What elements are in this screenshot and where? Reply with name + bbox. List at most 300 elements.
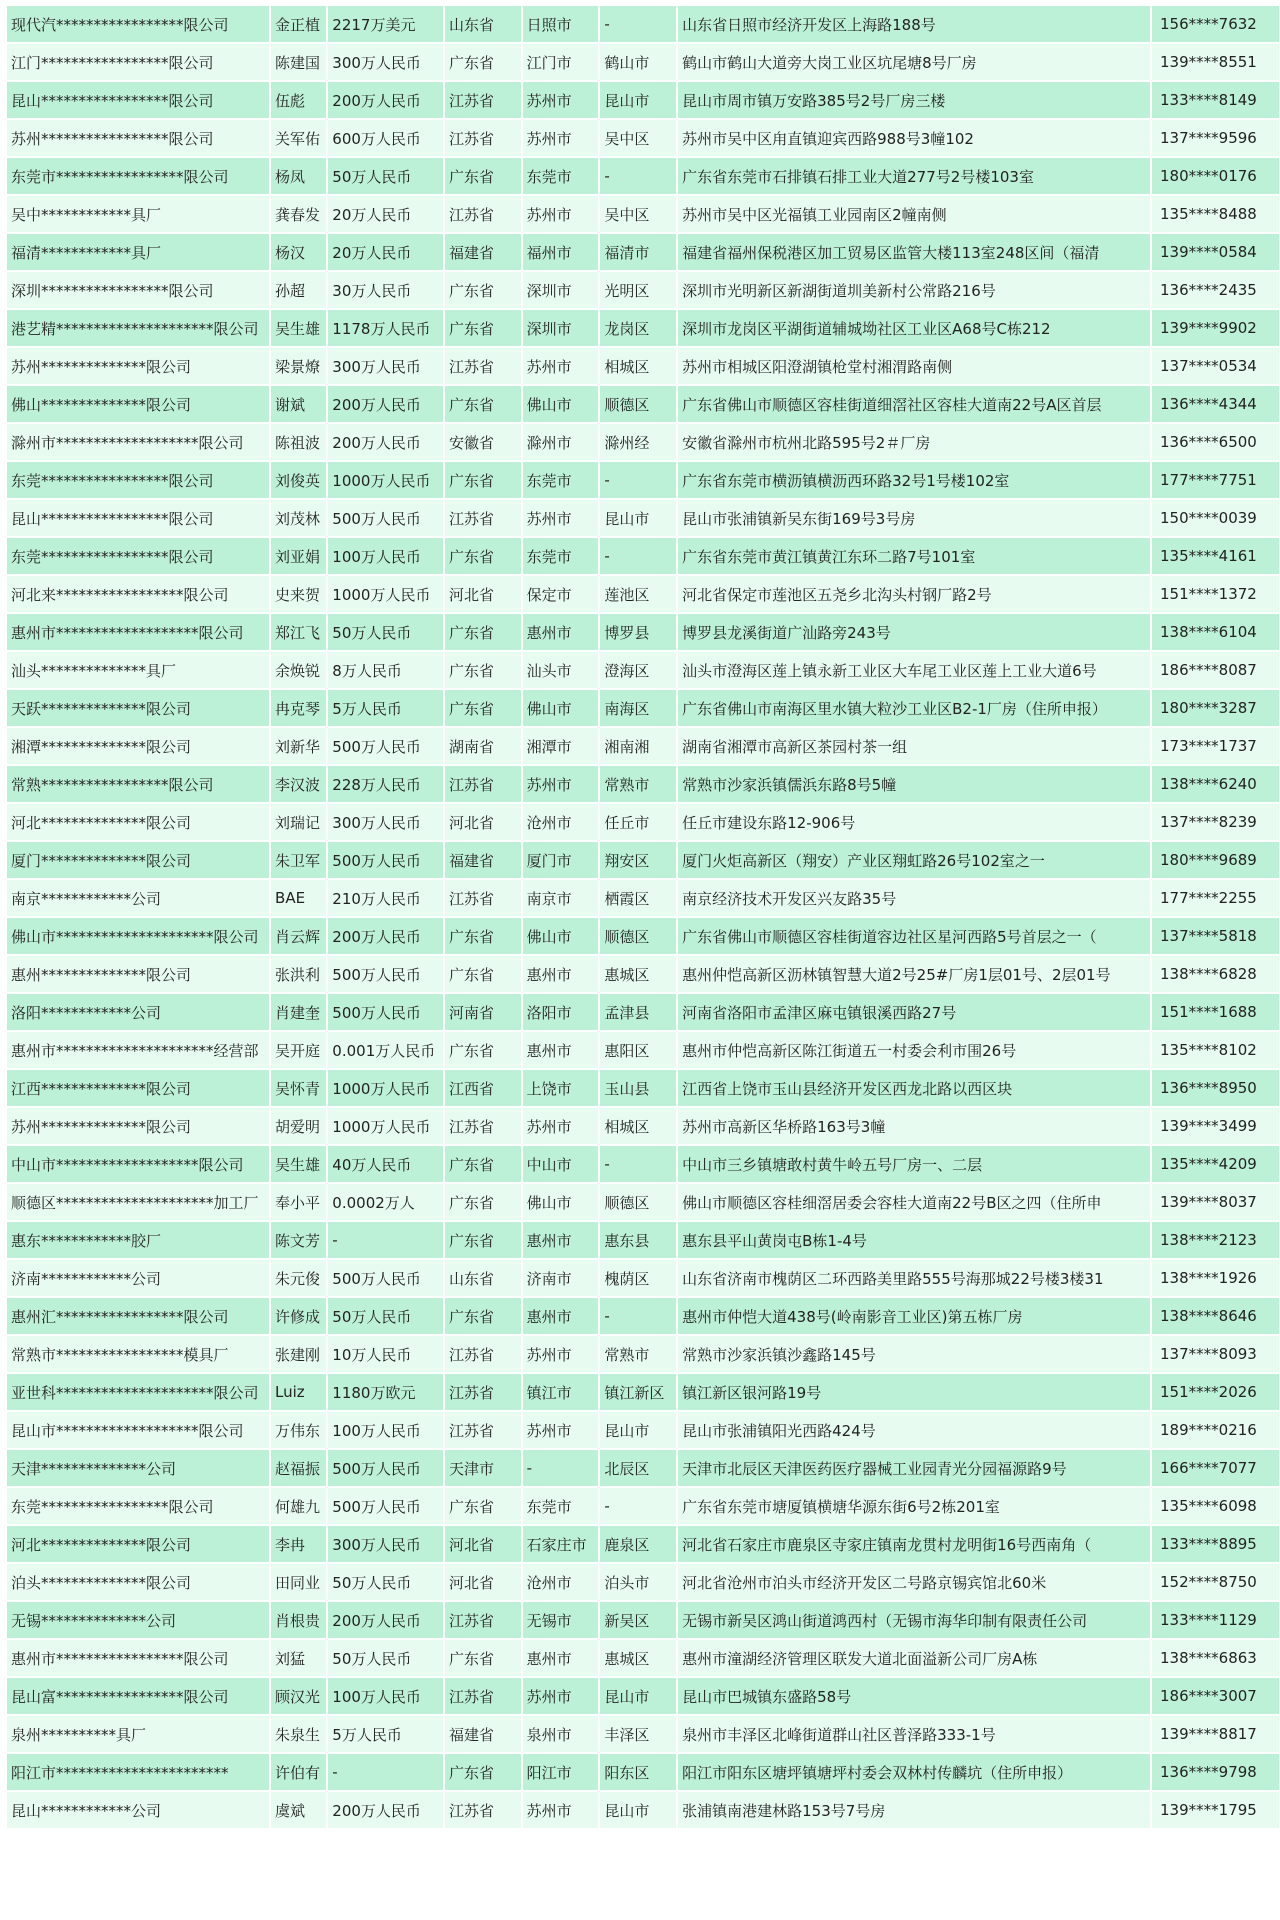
phone-cell: 138****8646 bbox=[1152, 1298, 1279, 1334]
province-cell: 江西省 bbox=[445, 1070, 521, 1106]
city-cell: 惠州市 bbox=[523, 1032, 599, 1068]
province-cell: 广东省 bbox=[445, 918, 521, 954]
registered-capital-cell: 10万人民币 bbox=[328, 1336, 443, 1372]
legal-person-cell: 吴开庭 bbox=[271, 1032, 326, 1068]
province-cell: 广东省 bbox=[445, 1184, 521, 1220]
city-cell: 汕头市 bbox=[523, 652, 599, 688]
province-cell: 河北省 bbox=[445, 804, 521, 840]
address-cell: 任丘市建设东路12-906号 bbox=[678, 804, 1150, 840]
registered-capital-cell: 1180万欧元 bbox=[328, 1374, 443, 1410]
table-row bbox=[7, 1070, 1279, 1106]
table-row bbox=[7, 1222, 1279, 1258]
registered-capital-cell: 1000万人民币 bbox=[328, 1108, 443, 1144]
province-cell: 福建省 bbox=[445, 842, 521, 878]
registered-capital-cell: 200万人民币 bbox=[328, 82, 443, 118]
province-cell: 江苏省 bbox=[445, 1792, 521, 1828]
phone-cell: 138****2123 bbox=[1152, 1222, 1279, 1258]
address-cell: 广东省东莞市石排镇石排工业大道277号2号楼103室 bbox=[678, 158, 1150, 194]
registered-capital-cell: - bbox=[328, 1754, 443, 1790]
table-row bbox=[7, 1678, 1279, 1714]
phone-cell: 180****0176 bbox=[1152, 158, 1279, 194]
registered-capital-cell: 5万人民币 bbox=[328, 690, 443, 726]
phone-cell: 138****6828 bbox=[1152, 956, 1279, 992]
address-cell: 惠州仲恺高新区沥林镇智慧大道2号25#厂房1层01号、2层01号 bbox=[678, 956, 1150, 992]
phone-cell: 136****8950 bbox=[1152, 1070, 1279, 1106]
city-cell: 苏州市 bbox=[523, 348, 599, 384]
legal-person-cell: 田同业 bbox=[271, 1564, 326, 1600]
district-cell: 玉山县 bbox=[600, 1070, 676, 1106]
city-cell: 佛山市 bbox=[523, 690, 599, 726]
city-cell: 沧州市 bbox=[523, 1564, 599, 1600]
address-cell: 中山市三乡镇塘敢村黄牛岭五号厂房一、二层 bbox=[678, 1146, 1150, 1182]
registered-capital-cell: 0.001万人民币 bbox=[328, 1032, 443, 1068]
address-cell: 河南省洛阳市孟津区麻屯镇银溪西路27号 bbox=[678, 994, 1150, 1030]
province-cell: 河北省 bbox=[445, 1564, 521, 1600]
phone-cell: 137****5818 bbox=[1152, 918, 1279, 954]
registered-capital-cell: 1000万人民币 bbox=[328, 1070, 443, 1106]
registered-capital-cell: 500万人民币 bbox=[328, 728, 443, 764]
phone-cell: 133****8895 bbox=[1152, 1526, 1279, 1562]
company-name-cell: 苏州**************限公司 bbox=[7, 1108, 269, 1144]
city-cell: 苏州市 bbox=[523, 1412, 599, 1448]
district-cell: 鹤山市 bbox=[600, 44, 676, 80]
province-cell: 广东省 bbox=[445, 1754, 521, 1790]
province-cell: 广东省 bbox=[445, 158, 521, 194]
registered-capital-cell: 0.0002万人 bbox=[328, 1184, 443, 1220]
phone-cell: 133****1129 bbox=[1152, 1602, 1279, 1638]
province-cell: 广东省 bbox=[445, 1146, 521, 1182]
province-cell: 广东省 bbox=[445, 538, 521, 574]
district-cell: 翔安区 bbox=[600, 842, 676, 878]
district-cell: 惠城区 bbox=[600, 956, 676, 992]
address-cell: 江西省上饶市玉山县经济开发区西龙北路以西区块 bbox=[678, 1070, 1150, 1106]
district-cell: 鹿泉区 bbox=[600, 1526, 676, 1562]
province-cell: 福建省 bbox=[445, 234, 521, 270]
registered-capital-cell: 500万人民币 bbox=[328, 1488, 443, 1524]
city-cell: 保定市 bbox=[523, 576, 599, 612]
district-cell: - bbox=[600, 6, 676, 42]
province-cell: 安徽省 bbox=[445, 424, 521, 460]
district-cell: 顺德区 bbox=[600, 918, 676, 954]
company-name-cell: 东莞*****************限公司 bbox=[7, 538, 269, 574]
address-cell: 苏州市相城区阳澄湖镇枪堂村湘渭路南侧 bbox=[678, 348, 1150, 384]
phone-cell: 135****6098 bbox=[1152, 1488, 1279, 1524]
registered-capital-cell: 50万人民币 bbox=[328, 158, 443, 194]
company-name-cell: 东莞*****************限公司 bbox=[7, 1488, 269, 1524]
city-cell: 苏州市 bbox=[523, 1678, 599, 1714]
city-cell: 滁州市 bbox=[523, 424, 599, 460]
address-cell: 广东省东莞市横沥镇横沥西环路32号1号楼102室 bbox=[678, 462, 1150, 498]
city-cell: 苏州市 bbox=[523, 1336, 599, 1372]
company-name-cell: 天津**************公司 bbox=[7, 1450, 269, 1486]
phone-cell: 151****1372 bbox=[1152, 576, 1279, 612]
province-cell: 广东省 bbox=[445, 1488, 521, 1524]
city-cell: 镇江市 bbox=[523, 1374, 599, 1410]
legal-person-cell: 何雄九 bbox=[271, 1488, 326, 1524]
district-cell: - bbox=[600, 538, 676, 574]
address-cell: 广东省东莞市黄江镇黄江东环二路7号101室 bbox=[678, 538, 1150, 574]
city-cell: 福州市 bbox=[523, 234, 599, 270]
province-cell: 江苏省 bbox=[445, 196, 521, 232]
city-cell: 东莞市 bbox=[523, 158, 599, 194]
registered-capital-cell: 1178万人民币 bbox=[328, 310, 443, 346]
district-cell: 栖霞区 bbox=[600, 880, 676, 916]
province-cell: 广东省 bbox=[445, 652, 521, 688]
company-name-cell: 济南************公司 bbox=[7, 1260, 269, 1296]
phone-cell: 173****1737 bbox=[1152, 728, 1279, 764]
phone-cell: 189****0216 bbox=[1152, 1412, 1279, 1448]
table-row bbox=[7, 918, 1279, 954]
district-cell: - bbox=[600, 1298, 676, 1334]
table-row bbox=[7, 44, 1279, 80]
legal-person-cell: 孙超 bbox=[271, 272, 326, 308]
address-cell: 惠州市仲恺高新区陈江街道五一村委会利市围26号 bbox=[678, 1032, 1150, 1068]
company-name-cell: 河北**************限公司 bbox=[7, 804, 269, 840]
legal-person-cell: 刘茂林 bbox=[271, 500, 326, 536]
table-body bbox=[7, 6, 1279, 1828]
province-cell: 广东省 bbox=[445, 1640, 521, 1676]
district-cell: 新吴区 bbox=[600, 1602, 676, 1638]
company-name-cell: 惠东************胶厂 bbox=[7, 1222, 269, 1258]
city-cell: 深圳市 bbox=[523, 272, 599, 308]
city-cell: 东莞市 bbox=[523, 462, 599, 498]
legal-person-cell: 冉克琴 bbox=[271, 690, 326, 726]
address-cell: 广东省佛山市顺德区容桂街道容边社区星河西路5号首层之一（ bbox=[678, 918, 1150, 954]
phone-cell: 139****8037 bbox=[1152, 1184, 1279, 1220]
address-cell: 苏州市吴中区甪直镇迎宾西路988号3幢102 bbox=[678, 120, 1150, 156]
address-cell: 惠州市仲恺大道438号(岭南影音工业区)第五栋厂房 bbox=[678, 1298, 1150, 1334]
city-cell: 无锡市 bbox=[523, 1602, 599, 1638]
province-cell: 福建省 bbox=[445, 1716, 521, 1752]
table-row bbox=[7, 1260, 1279, 1296]
company-table bbox=[5, 4, 1280, 1830]
phone-cell: 135****4209 bbox=[1152, 1146, 1279, 1182]
table-row bbox=[7, 576, 1279, 612]
district-cell: 滁州经 bbox=[600, 424, 676, 460]
table-row bbox=[7, 1716, 1279, 1752]
table-row bbox=[7, 1640, 1279, 1676]
registered-capital-cell: 1000万人民币 bbox=[328, 462, 443, 498]
registered-capital-cell: 100万人民币 bbox=[328, 1678, 443, 1714]
table-row bbox=[7, 234, 1279, 270]
table-row bbox=[7, 1488, 1279, 1524]
city-cell: 佛山市 bbox=[523, 386, 599, 422]
registered-capital-cell: 2217万美元 bbox=[328, 6, 443, 42]
address-cell: 汕头市澄海区莲上镇永新工业区大车尾工业区莲上工业大道6号 bbox=[678, 652, 1150, 688]
legal-person-cell: 许伯有 bbox=[271, 1754, 326, 1790]
phone-cell: 137****8239 bbox=[1152, 804, 1279, 840]
phone-cell: 139****1795 bbox=[1152, 1792, 1279, 1828]
legal-person-cell: 刘亚娟 bbox=[271, 538, 326, 574]
city-cell: 苏州市 bbox=[523, 196, 599, 232]
legal-person-cell: 肖根贵 bbox=[271, 1602, 326, 1638]
registered-capital-cell: 300万人民币 bbox=[328, 1526, 443, 1562]
province-cell: 江苏省 bbox=[445, 82, 521, 118]
province-cell: 广东省 bbox=[445, 310, 521, 346]
address-cell: 福建省福州保税港区加工贸易区监管大楼113室248区间（福清 bbox=[678, 234, 1150, 270]
table-row bbox=[7, 82, 1279, 118]
table-row bbox=[7, 880, 1279, 916]
address-cell: 常熟市沙家浜镇沙鑫路145号 bbox=[678, 1336, 1150, 1372]
legal-person-cell: 谢斌 bbox=[271, 386, 326, 422]
phone-cell: 138****6863 bbox=[1152, 1640, 1279, 1676]
table-row bbox=[7, 1146, 1279, 1182]
company-name-cell: 惠州市*******************限公司 bbox=[7, 614, 269, 650]
district-cell: 镇江新区 bbox=[600, 1374, 676, 1410]
legal-person-cell: 吴生雄 bbox=[271, 1146, 326, 1182]
company-name-cell: 昆山富*****************限公司 bbox=[7, 1678, 269, 1714]
table-row bbox=[7, 424, 1279, 460]
registered-capital-cell: 1000万人民币 bbox=[328, 576, 443, 612]
registered-capital-cell: 200万人民币 bbox=[328, 424, 443, 460]
company-name-cell: 苏州**************限公司 bbox=[7, 348, 269, 384]
table-row bbox=[7, 1526, 1279, 1562]
province-cell: 天津市 bbox=[445, 1450, 521, 1486]
city-cell: 济南市 bbox=[523, 1260, 599, 1296]
legal-person-cell: 李汉波 bbox=[271, 766, 326, 802]
district-cell: 相城区 bbox=[600, 348, 676, 384]
district-cell: - bbox=[600, 158, 676, 194]
address-cell: 山东省济南市槐荫区二环西路美里路555号海那城22号楼3楼31 bbox=[678, 1260, 1150, 1296]
company-name-cell: 常熟*****************限公司 bbox=[7, 766, 269, 802]
phone-cell: 136****2435 bbox=[1152, 272, 1279, 308]
table-row bbox=[7, 766, 1279, 802]
registered-capital-cell: 300万人民币 bbox=[328, 348, 443, 384]
district-cell: 博罗县 bbox=[600, 614, 676, 650]
table-row bbox=[7, 6, 1279, 42]
city-cell: 石家庄市 bbox=[523, 1526, 599, 1562]
phone-cell: 139****3499 bbox=[1152, 1108, 1279, 1144]
address-cell: 阳江市阳东区塘坪镇塘坪村委会双林村传麟坑（住所申报） bbox=[678, 1754, 1150, 1790]
city-cell: 苏州市 bbox=[523, 120, 599, 156]
company-name-cell: 阳江市*********************** bbox=[7, 1754, 269, 1790]
district-cell: - bbox=[600, 1146, 676, 1182]
city-cell: 苏州市 bbox=[523, 500, 599, 536]
legal-person-cell: 朱元俊 bbox=[271, 1260, 326, 1296]
address-cell: 湖南省湘潭市高新区茶园村茶一组 bbox=[678, 728, 1150, 764]
phone-cell: 133****8149 bbox=[1152, 82, 1279, 118]
table-row bbox=[7, 1754, 1279, 1790]
registered-capital-cell: 500万人民币 bbox=[328, 956, 443, 992]
phone-cell: 186****8087 bbox=[1152, 652, 1279, 688]
legal-person-cell: 金正植 bbox=[271, 6, 326, 42]
city-cell: 东莞市 bbox=[523, 1488, 599, 1524]
address-cell: 南京经济技术开发区兴友路35号 bbox=[678, 880, 1150, 916]
registered-capital-cell: 300万人民币 bbox=[328, 44, 443, 80]
registered-capital-cell: 5万人民币 bbox=[328, 1716, 443, 1752]
phone-cell: 151****2026 bbox=[1152, 1374, 1279, 1410]
city-cell: 湘潭市 bbox=[523, 728, 599, 764]
legal-person-cell: 李冉 bbox=[271, 1526, 326, 1562]
province-cell: 广东省 bbox=[445, 1032, 521, 1068]
district-cell: 吴中区 bbox=[600, 120, 676, 156]
province-cell: 江苏省 bbox=[445, 1412, 521, 1448]
table-row bbox=[7, 1564, 1279, 1600]
legal-person-cell: 肖建奎 bbox=[271, 994, 326, 1030]
company-name-cell: 亚世科*********************限公司 bbox=[7, 1374, 269, 1410]
address-cell: 镇江新区银河路19号 bbox=[678, 1374, 1150, 1410]
city-cell: 苏州市 bbox=[523, 1108, 599, 1144]
address-cell: 天津市北辰区天津医药医疗器械工业园青光分园福源路9号 bbox=[678, 1450, 1150, 1486]
address-cell: 佛山市顺德区容桂细滘居委会容桂大道南22号B区之四（住所申 bbox=[678, 1184, 1150, 1220]
table-row bbox=[7, 538, 1279, 574]
phone-cell: 139****0584 bbox=[1152, 234, 1279, 270]
legal-person-cell: 刘新华 bbox=[271, 728, 326, 764]
table-row bbox=[7, 728, 1279, 764]
registered-capital-cell: 200万人民币 bbox=[328, 1792, 443, 1828]
phone-cell: 180****9689 bbox=[1152, 842, 1279, 878]
table-row bbox=[7, 196, 1279, 232]
phone-cell: 180****3287 bbox=[1152, 690, 1279, 726]
district-cell: 丰泽区 bbox=[600, 1716, 676, 1752]
company-name-cell: 惠州市*****************限公司 bbox=[7, 1640, 269, 1676]
phone-cell: 135****8102 bbox=[1152, 1032, 1279, 1068]
city-cell: 泉州市 bbox=[523, 1716, 599, 1752]
city-cell: 苏州市 bbox=[523, 82, 599, 118]
address-cell: 昆山市周市镇万安路385号2号厂房三楼 bbox=[678, 82, 1150, 118]
legal-person-cell: 陈祖波 bbox=[271, 424, 326, 460]
city-cell: 惠州市 bbox=[523, 1640, 599, 1676]
district-cell: 顺德区 bbox=[600, 386, 676, 422]
company-name-cell: 厦门**************限公司 bbox=[7, 842, 269, 878]
company-name-cell: 天跃**************限公司 bbox=[7, 690, 269, 726]
company-name-cell: 南京************公司 bbox=[7, 880, 269, 916]
city-cell: 洛阳市 bbox=[523, 994, 599, 1030]
province-cell: 广东省 bbox=[445, 1298, 521, 1334]
district-cell: 湘南湘 bbox=[600, 728, 676, 764]
address-cell: 河北省沧州市泊头市经济开发区二号路京锡宾馆北60米 bbox=[678, 1564, 1150, 1600]
city-cell: 惠州市 bbox=[523, 614, 599, 650]
legal-person-cell: 杨汉 bbox=[271, 234, 326, 270]
table-row bbox=[7, 386, 1279, 422]
legal-person-cell: 梁景燎 bbox=[271, 348, 326, 384]
province-cell: 广东省 bbox=[445, 690, 521, 726]
legal-person-cell: 刘猛 bbox=[271, 1640, 326, 1676]
province-cell: 广东省 bbox=[445, 462, 521, 498]
address-cell: 深圳市龙岗区平湖街道辅城坳社区工业区A68号C栋212 bbox=[678, 310, 1150, 346]
phone-cell: 135****4161 bbox=[1152, 538, 1279, 574]
district-cell: - bbox=[600, 462, 676, 498]
province-cell: 江苏省 bbox=[445, 1336, 521, 1372]
address-cell: 安徽省滁州市杭州北路595号2＃厂房 bbox=[678, 424, 1150, 460]
registered-capital-cell: 500万人民币 bbox=[328, 842, 443, 878]
legal-person-cell: 郑江飞 bbox=[271, 614, 326, 650]
legal-person-cell: 张建刚 bbox=[271, 1336, 326, 1372]
company-name-cell: 顺德区*********************加工厂 bbox=[7, 1184, 269, 1220]
phone-cell: 177****7751 bbox=[1152, 462, 1279, 498]
company-name-cell: 苏州*****************限公司 bbox=[7, 120, 269, 156]
district-cell: 惠东县 bbox=[600, 1222, 676, 1258]
address-cell: 昆山市巴城镇东盛路58号 bbox=[678, 1678, 1150, 1714]
registered-capital-cell: 50万人民币 bbox=[328, 614, 443, 650]
district-cell: 孟津县 bbox=[600, 994, 676, 1030]
table-row bbox=[7, 272, 1279, 308]
address-cell: 昆山市张浦镇新吴东街169号3号房 bbox=[678, 500, 1150, 536]
province-cell: 广东省 bbox=[445, 614, 521, 650]
province-cell: 湖南省 bbox=[445, 728, 521, 764]
table-row bbox=[7, 462, 1279, 498]
table-row bbox=[7, 120, 1279, 156]
legal-person-cell: 万伟东 bbox=[271, 1412, 326, 1448]
district-cell: 昆山市 bbox=[600, 1412, 676, 1448]
phone-cell: 150****0039 bbox=[1152, 500, 1279, 536]
district-cell: 南海区 bbox=[600, 690, 676, 726]
district-cell: 昆山市 bbox=[600, 1792, 676, 1828]
company-name-cell: 佛山**************限公司 bbox=[7, 386, 269, 422]
district-cell: 昆山市 bbox=[600, 500, 676, 536]
address-cell: 博罗县龙溪街道广汕路旁243号 bbox=[678, 614, 1150, 650]
registered-capital-cell: 500万人民币 bbox=[328, 994, 443, 1030]
company-name-cell: 昆山*****************限公司 bbox=[7, 82, 269, 118]
province-cell: 河北省 bbox=[445, 576, 521, 612]
province-cell: 江苏省 bbox=[445, 1374, 521, 1410]
legal-person-cell: 赵福振 bbox=[271, 1450, 326, 1486]
table-row bbox=[7, 500, 1279, 536]
legal-person-cell: 刘俊英 bbox=[271, 462, 326, 498]
company-name-cell: 泉州**********具厂 bbox=[7, 1716, 269, 1752]
address-cell: 泉州市丰泽区北峰街道群山社区普泽路333-1号 bbox=[678, 1716, 1150, 1752]
province-cell: 江苏省 bbox=[445, 120, 521, 156]
table-row bbox=[7, 1184, 1279, 1220]
legal-person-cell: 顾汉光 bbox=[271, 1678, 326, 1714]
registered-capital-cell: 50万人民币 bbox=[328, 1640, 443, 1676]
legal-person-cell: 杨凤 bbox=[271, 158, 326, 194]
province-cell: 江苏省 bbox=[445, 766, 521, 802]
address-cell: 常熟市沙家浜镇儒浜东路8号5幢 bbox=[678, 766, 1150, 802]
company-name-cell: 昆山*****************限公司 bbox=[7, 500, 269, 536]
company-name-cell: 汕头**************具厂 bbox=[7, 652, 269, 688]
company-name-cell: 河北**************限公司 bbox=[7, 1526, 269, 1562]
company-name-cell: 江门*****************限公司 bbox=[7, 44, 269, 80]
city-cell: 佛山市 bbox=[523, 1184, 599, 1220]
table-row bbox=[7, 1298, 1279, 1334]
district-cell: 莲池区 bbox=[600, 576, 676, 612]
phone-cell: 177****2255 bbox=[1152, 880, 1279, 916]
table-row bbox=[7, 956, 1279, 992]
address-cell: 惠州市潼湖经济管理区联发大道北面溢新公司厂房A栋 bbox=[678, 1640, 1150, 1676]
registered-capital-cell: 228万人民币 bbox=[328, 766, 443, 802]
city-cell: 惠州市 bbox=[523, 956, 599, 992]
province-cell: 河北省 bbox=[445, 1526, 521, 1562]
phone-cell: 166****7077 bbox=[1152, 1450, 1279, 1486]
registered-capital-cell: 50万人民币 bbox=[328, 1564, 443, 1600]
registered-capital-cell: 600万人民币 bbox=[328, 120, 443, 156]
phone-cell: 138****1926 bbox=[1152, 1260, 1279, 1296]
address-cell: 昆山市张浦镇阳光西路424号 bbox=[678, 1412, 1150, 1448]
company-name-cell: 吴中************具厂 bbox=[7, 196, 269, 232]
phone-cell: 136****9798 bbox=[1152, 1754, 1279, 1790]
phone-cell: 138****6240 bbox=[1152, 766, 1279, 802]
table-row bbox=[7, 652, 1279, 688]
company-name-cell: 惠州市*********************经营部 bbox=[7, 1032, 269, 1068]
address-cell: 无锡市新吴区鸿山街道鸿西村（无锡市海华印制有限责任公司 bbox=[678, 1602, 1150, 1638]
address-cell: 惠东县平山黄岗屯B栋1-4号 bbox=[678, 1222, 1150, 1258]
city-cell: 阳江市 bbox=[523, 1754, 599, 1790]
province-cell: 广东省 bbox=[445, 956, 521, 992]
company-name-cell: 福清************具厂 bbox=[7, 234, 269, 270]
district-cell: 常熟市 bbox=[600, 1336, 676, 1372]
district-cell: 龙岗区 bbox=[600, 310, 676, 346]
province-cell: 江苏省 bbox=[445, 500, 521, 536]
address-cell: 广东省佛山市南海区里水镇大粒沙工业区B2-1厂房（住所申报） bbox=[678, 690, 1150, 726]
registered-capital-cell: - bbox=[328, 1222, 443, 1258]
table-row bbox=[7, 1450, 1279, 1486]
city-cell: 东莞市 bbox=[523, 538, 599, 574]
company-name-cell: 昆山市*******************限公司 bbox=[7, 1412, 269, 1448]
company-name-cell: 东莞*****************限公司 bbox=[7, 462, 269, 498]
table-row bbox=[7, 348, 1279, 384]
phone-cell: 136****6500 bbox=[1152, 424, 1279, 460]
